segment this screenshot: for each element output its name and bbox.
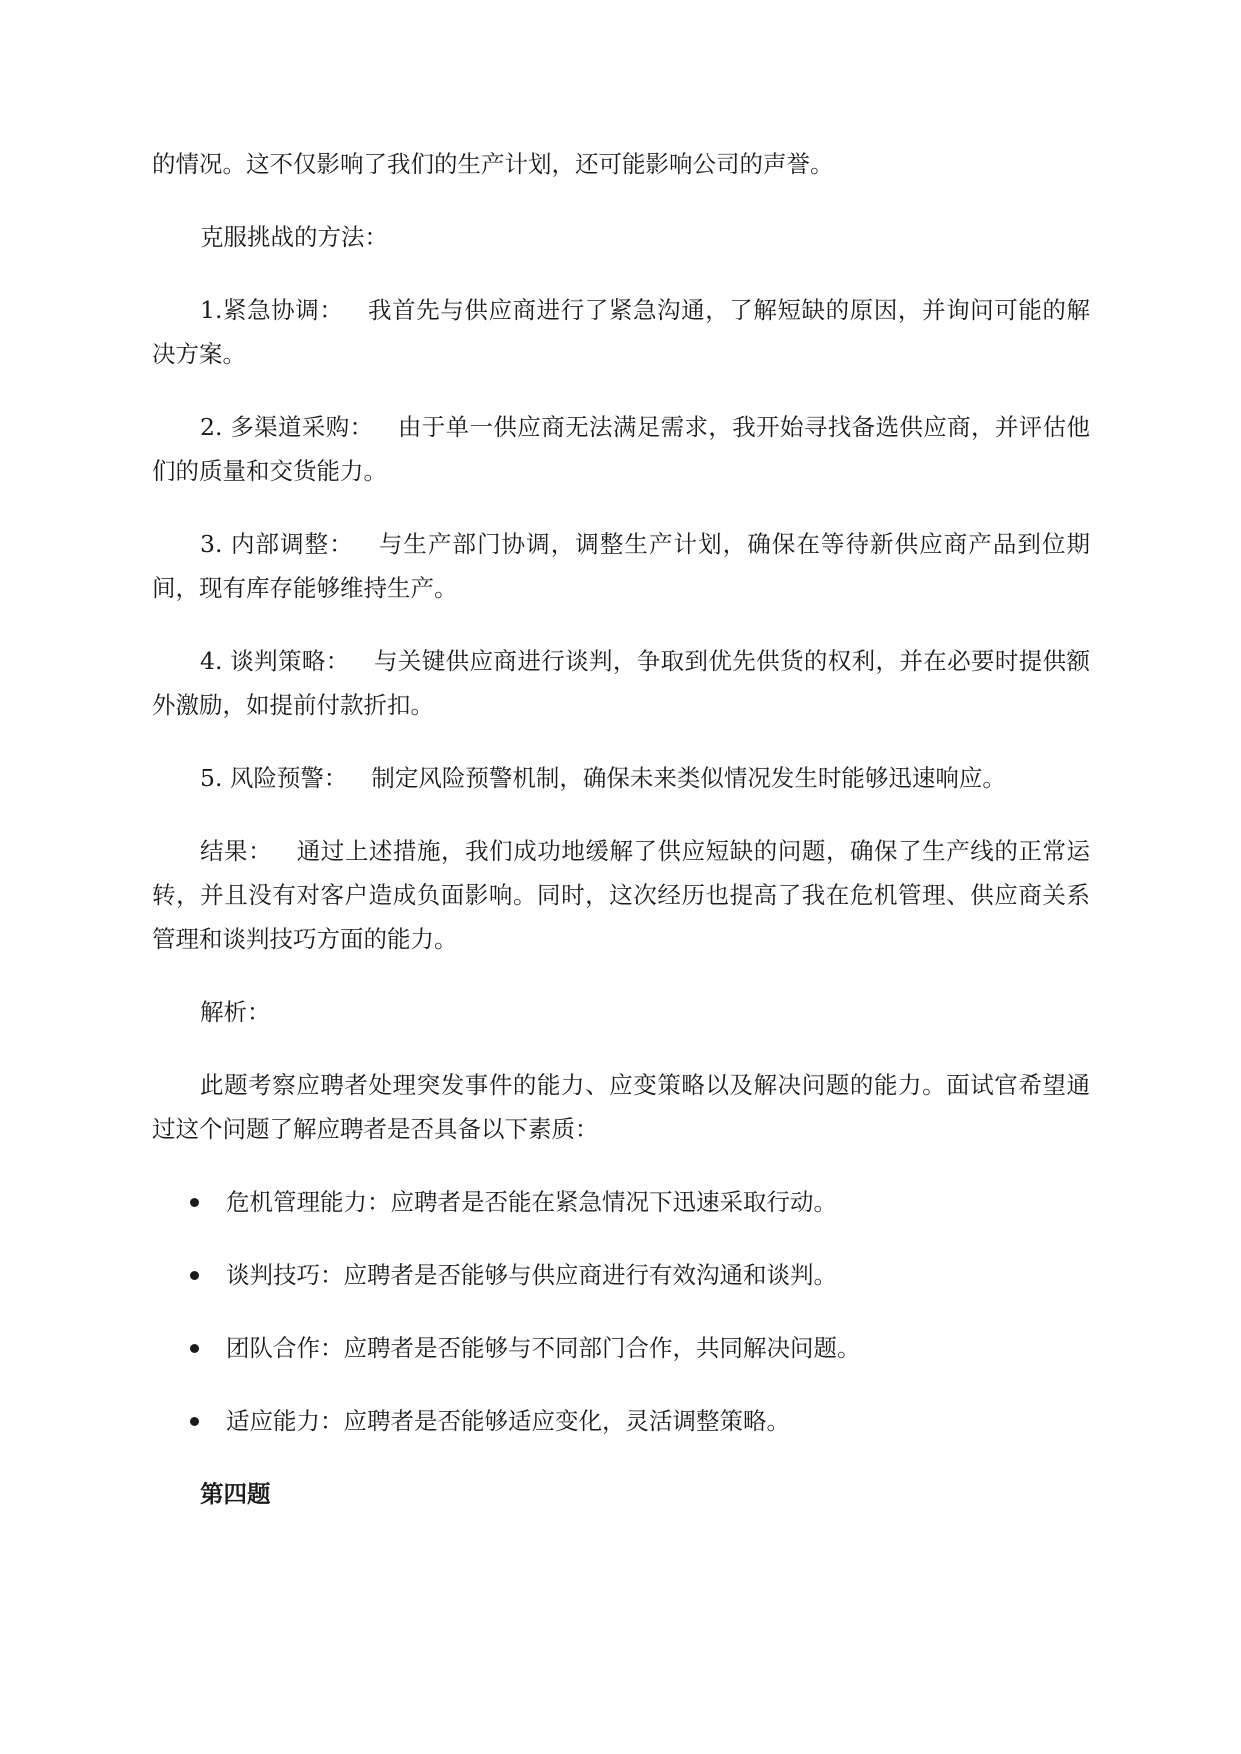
paragraph-text: 克服挑战的方法：: [200, 223, 388, 251]
step-text: 与关键供应商进行谈判，争取到优先供货的权利，并在必要时提供额外激励，如提前付款折扣。: [152, 647, 1090, 719]
item-label: 谈判技巧：: [226, 1261, 344, 1289]
step-text: 由于单一供应商无法满足需求，我开始寻找备选供应商，并评估他们的质量和交货能力。: [152, 413, 1090, 485]
item-label: 团队合作：: [226, 1334, 344, 1362]
step-text: 与生产部门协调，调整生产计划，确保在等待新供应商产品到位期间，现有库存能够维持生产。: [152, 530, 1090, 602]
step-text: 制定风险预警机制，确保未来类似情况发生时能够迅速响应。: [371, 764, 1006, 792]
bullet-icon: [190, 1344, 199, 1353]
paragraph-step-2: [152, 405, 1090, 493]
qualities-list: [152, 1180, 1090, 1443]
list-item: [152, 1253, 1090, 1297]
paragraph-methods-intro: [152, 215, 1090, 259]
list-item: [152, 1399, 1090, 1443]
paragraph-step-3: [152, 522, 1090, 610]
result-label: 结果：: [200, 837, 273, 865]
section-heading: 第四题: [200, 1480, 271, 1508]
paragraph-step-5: [152, 756, 1090, 800]
step-label: 4. 谈判策略：: [200, 647, 350, 675]
step-label: 5. 风险预警：: [200, 764, 348, 792]
paragraph-step-1: [152, 288, 1090, 376]
step-label: 1.紧急协调：: [200, 296, 344, 324]
paragraph-result: [152, 829, 1090, 961]
paragraph-analysis-title: [152, 990, 1090, 1034]
bullet-icon: [190, 1271, 199, 1280]
paragraph-step-4: [152, 639, 1090, 727]
result-text: 通过上述措施，我们成功地缓解了供应短缺的问题，确保了生产线的正常运转，并且没有对客户造成负面影响。同时，这次经历也提高了我在危机管理、供应商关系管理和谈判技巧方面的能力。: [152, 837, 1091, 953]
list-item: [152, 1180, 1090, 1224]
bullet-icon: [190, 1417, 199, 1426]
paragraph-analysis: [152, 1063, 1090, 1151]
step-text: 我首先与供应商进行了紧急沟通，了解短缺的原因，并询问可能的解决方案。: [152, 296, 1091, 368]
item-label: 危机管理能力：: [226, 1188, 391, 1216]
item-label: 适应能力：: [226, 1407, 344, 1435]
step-label: 2. 多渠道采购：: [200, 413, 374, 441]
paragraph-text: 此题考察应聘者处理突发事件的能力、应变策略以及解决问题的能力。面试官希望通过这个问题了解应聘者是否具备以下素质：: [152, 1071, 1090, 1143]
item-text: 应聘者是否能够适应变化，灵活调整策略。: [343, 1407, 790, 1435]
document-body: [152, 142, 1090, 1516]
bullet-icon: [190, 1198, 199, 1207]
item-text: 应聘者是否能在紧急情况下迅速采取行动。: [390, 1188, 837, 1216]
item-text: 应聘者是否能够与供应商进行有效沟通和谈判。: [343, 1261, 837, 1289]
item-text: 应聘者是否能够与不同部门合作，共同解决问题。: [343, 1334, 861, 1362]
step-label: 3. 内部调整：: [200, 530, 354, 558]
list-item: [152, 1326, 1090, 1370]
paragraph-text: 解析：: [200, 998, 271, 1026]
paragraph-continuation: [152, 142, 1090, 186]
paragraph-text: 的情况。这不仅影响了我们的生产计划，还可能影响公司的声誉。: [152, 150, 834, 178]
